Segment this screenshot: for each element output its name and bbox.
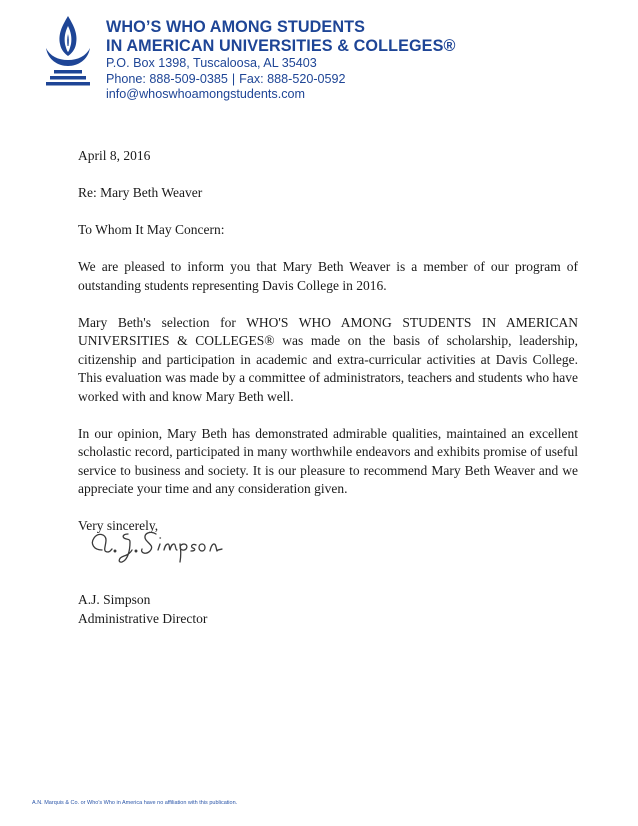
handwritten-signature [84, 520, 244, 570]
paragraph: We are pleased to inform you that Mary Beth Weaver is a member of our program of outstanding students representing Davis College in 2016. [78, 259, 578, 293]
organization-info [106, 18, 456, 103]
torch-logo-icon [40, 12, 96, 92]
letter-date: April 8, 2016 [78, 148, 151, 163]
org-name-line2: IN AMERICAN UNIVERSITIES & COLLEGES® [106, 37, 456, 55]
letter-subject: Re: Mary Beth Weaver [78, 185, 203, 200]
org-phone-fax [106, 72, 456, 88]
org-fax: Fax: 888-520-0592 [239, 71, 346, 86]
signer-name: A.J. Simpson [78, 592, 151, 607]
signer-title: Administrative Director [78, 610, 208, 626]
letter-salutation: To Whom It May Concern: [78, 222, 225, 237]
letterhead [40, 12, 600, 122]
org-email: info@whoswhoamongstudents.com [106, 87, 305, 101]
paragraph: In our opinion, Mary Beth has demonstrated admirable qualities, maintained an excellent scholastic record, participated in many worthwhile endeavors and exhibits promise of useful service to business and society. It is our pleasure to recommend Mary Beth Weaver and we appreciate your time and any consideration given. [78, 425, 578, 496]
letter-body [78, 147, 578, 554]
org-name-line1: WHO’S WHO AMONG STUDENTS [106, 18, 365, 36]
signer-block [78, 591, 207, 628]
org-phone: Phone: 888-509-0385 [106, 71, 228, 86]
org-address: P.O. Box 1398, Tuscaloosa, AL 35403 [106, 56, 317, 70]
paragraph: Mary Beth's selection for WHO'S WHO AMONG STUDENTS IN AMERICAN UNIVERSITIES & COLLEGES® was made on the basis of scholarship, leadership, citizenship and participation in academic and extra-curricular activities at Davis College. This evaluation was made by a committee of administrators, teachers and students who have worked with and know Mary Beth well. [78, 314, 578, 404]
letter-closing: Very sincerely, [78, 518, 159, 533]
footer-disclaimer: A.N. Marquis & Co. or Who's Who in America have no affiliation with this publication. [32, 800, 238, 806]
separator: | [231, 71, 236, 86]
